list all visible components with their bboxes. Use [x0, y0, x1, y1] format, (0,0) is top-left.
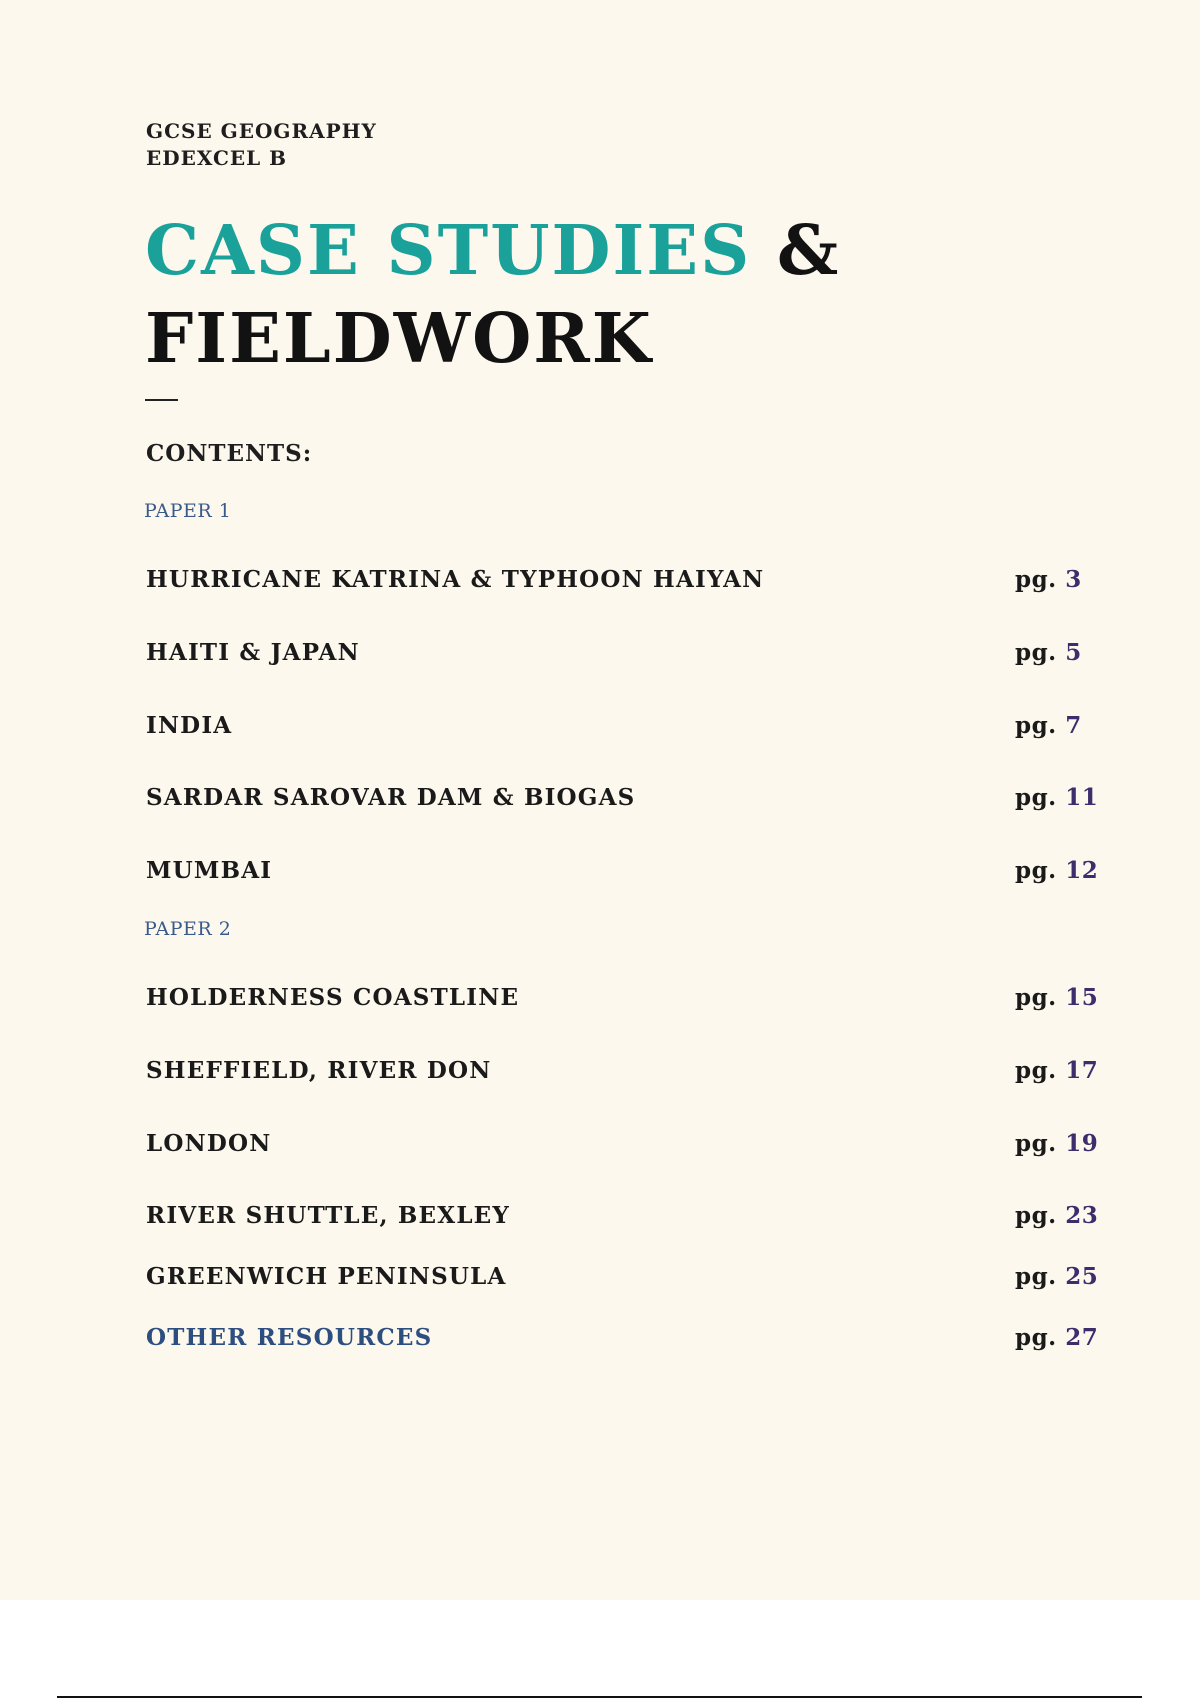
toc-entry-title: HOLDERNESS COASTLINE — [146, 984, 520, 1011]
page-number: 12 — [1065, 857, 1099, 884]
toc-entry-title: INDIA — [146, 712, 233, 739]
toc-entry[interactable] — [146, 857, 1099, 889]
toc-entry[interactable] — [146, 1057, 1099, 1089]
toc-entry-title: MUMBAI — [146, 857, 273, 884]
page-prefix: pg. — [1015, 712, 1066, 739]
toc-entry[interactable] — [146, 1263, 1099, 1295]
exam-board: EDEXCEL B — [146, 146, 288, 170]
title-accent: CASE STUDIES — [145, 211, 752, 291]
page-number: 25 — [1065, 1263, 1099, 1290]
page-prefix: pg. — [1015, 784, 1066, 811]
toc-entry-page — [1015, 566, 1082, 593]
toc-entry-title: GREENWICH PENINSULA — [146, 1263, 507, 1290]
page-number: 5 — [1065, 639, 1082, 666]
page-prefix: pg. — [1015, 984, 1066, 1011]
toc-entry-other-resources[interactable] — [146, 1324, 1099, 1356]
toc-entry-title: RIVER SHUTTLE, BEXLEY — [146, 1202, 511, 1229]
page-prefix: pg. — [1015, 566, 1066, 593]
toc-entry-page — [1015, 1263, 1098, 1290]
toc-entry[interactable] — [146, 784, 1099, 816]
toc-entry-page — [1015, 984, 1098, 1011]
toc-entry-page — [1015, 1057, 1098, 1084]
title-ampersand: & — [751, 211, 841, 291]
page-number: 11 — [1065, 784, 1099, 811]
page-number: 3 — [1065, 566, 1082, 593]
title-line-1 — [145, 207, 840, 295]
section-label-paper-1: PAPER 1 — [144, 500, 232, 522]
toc-entry[interactable] — [146, 1130, 1099, 1162]
page-prefix: pg. — [1015, 857, 1066, 884]
toc-entry[interactable] — [146, 639, 1090, 671]
page-prefix: pg. — [1015, 1324, 1066, 1351]
toc-entry-page — [1015, 1324, 1098, 1351]
toc-entry[interactable] — [146, 984, 1099, 1016]
page-prefix: pg. — [1015, 639, 1066, 666]
page-prefix: pg. — [1015, 1263, 1066, 1290]
page-number: 15 — [1065, 984, 1099, 1011]
contents-heading: CONTENTS: — [146, 440, 313, 467]
page-number: 7 — [1065, 712, 1082, 739]
page-prefix: pg. — [1015, 1057, 1066, 1084]
page-bottom-rule — [57, 1696, 1142, 1698]
toc-entry[interactable] — [146, 712, 1090, 744]
toc-entry-title: OTHER RESOURCES — [146, 1324, 433, 1351]
toc-entry-title: SHEFFIELD, RIVER DON — [146, 1057, 492, 1084]
toc-entry-title: SARDAR SAROVAR DAM & BIOGAS — [146, 784, 636, 811]
page-number: 23 — [1065, 1202, 1099, 1229]
page-prefix: pg. — [1015, 1202, 1066, 1229]
toc-entry-page — [1015, 639, 1082, 666]
section-label-paper-2: PAPER 2 — [144, 918, 232, 940]
page-title — [145, 207, 840, 383]
toc-entry[interactable] — [146, 566, 1090, 598]
toc-entry[interactable] — [146, 1202, 1099, 1234]
page-number: 17 — [1065, 1057, 1099, 1084]
page-number: 19 — [1065, 1130, 1099, 1157]
title-line-2: FIELDWORK — [145, 299, 653, 379]
toc-entry-page — [1015, 712, 1082, 739]
toc-entry-title: LONDON — [146, 1130, 272, 1157]
course-header — [146, 118, 377, 172]
toc-entry-title: HAITI & JAPAN — [146, 639, 360, 666]
toc-entry-page — [1015, 784, 1098, 811]
toc-entry-page — [1015, 857, 1098, 884]
title-divider — [145, 399, 178, 401]
toc-entry-page — [1015, 1130, 1098, 1157]
course-name: GCSE GEOGRAPHY — [146, 119, 377, 143]
toc-entry-title: HURRICANE KATRINA & TYPHOON HAIYAN — [146, 566, 765, 593]
page-number: 27 — [1065, 1324, 1099, 1351]
toc-entry-page — [1015, 1202, 1098, 1229]
page-prefix: pg. — [1015, 1130, 1066, 1157]
